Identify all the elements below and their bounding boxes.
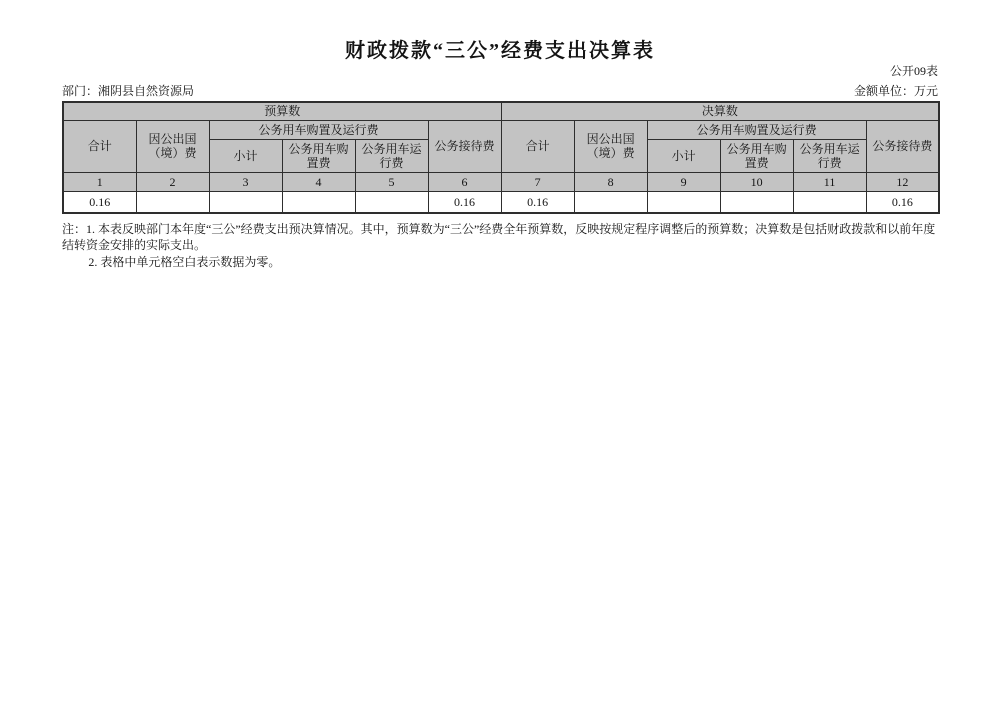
column-number: 8 <box>574 172 647 191</box>
data-cell-budget-reception: 0.16 <box>428 191 501 213</box>
data-cell-final-vehicle-subtotal <box>647 191 720 213</box>
footnote-1: 注：1. 本表反映部门本年度“三公”经费支出预决算情况。其中，预算数为“三公”经费全年预算数，反映按规定程序调整后的预算数；决算数是包括财政拨款和以前年度结转资金安排的实际支出。 <box>62 222 936 252</box>
budget-vehicle-subtotal-header: 小计 <box>209 139 282 172</box>
final-abroad-header: 因公出国（境）费 <box>574 120 647 172</box>
data-cell-budget-vehicle-operation <box>355 191 428 213</box>
data-cell-final-vehicle-operation <box>793 191 866 213</box>
table-code-label: 公开09表 <box>889 64 938 78</box>
data-cell-final-reception: 0.16 <box>866 191 939 213</box>
department-label: 部门：湘阴县自然资源局 <box>62 84 195 98</box>
final-vehicle-subtotal-header: 小计 <box>647 139 720 172</box>
column-number: 7 <box>501 172 574 191</box>
budget-total-header: 合计 <box>63 120 136 172</box>
unit-label: 金额单位：万元 <box>853 84 938 98</box>
section-title-final: 决算数 <box>501 102 939 120</box>
group-header-row <box>63 120 939 139</box>
data-cell-final-vehicle-purchase <box>720 191 793 213</box>
section-title-row <box>63 102 939 120</box>
data-cell-budget-abroad <box>136 191 209 213</box>
final-vehicle-group-header: 公务用车购置及运行费 <box>647 120 866 139</box>
budget-vehicle-group-header: 公务用车购置及运行费 <box>209 120 428 139</box>
data-cell-budget-total: 0.16 <box>63 191 136 213</box>
data-cell-budget-vehicle-purchase <box>282 191 355 213</box>
data-cell-budget-vehicle-subtotal <box>209 191 282 213</box>
three-public-expense-table <box>62 101 940 214</box>
column-number: 4 <box>282 172 355 191</box>
column-number: 3 <box>209 172 282 191</box>
section-title-budget: 预算数 <box>63 102 501 120</box>
data-row <box>63 191 939 213</box>
budget-vehicle-purchase-header: 公务用车购置费 <box>282 139 355 172</box>
footnotes <box>62 221 940 270</box>
data-cell-final-abroad <box>574 191 647 213</box>
page-title: 财政拨款“三公”经费支出决算表 <box>345 40 655 62</box>
budget-vehicle-operation-header: 公务用车运行费 <box>355 139 428 172</box>
column-number: 6 <box>428 172 501 191</box>
column-number: 1 <box>63 172 136 191</box>
column-number-row <box>63 172 939 191</box>
final-total-header: 合计 <box>501 120 574 172</box>
data-cell-final-total: 0.16 <box>501 191 574 213</box>
column-number: 11 <box>793 172 866 191</box>
final-vehicle-operation-header: 公务用车运行费 <box>793 139 866 172</box>
footnote-2: 2. 表格中单元格空白表示数据为零。 <box>88 255 281 269</box>
final-vehicle-purchase-header: 公务用车购置费 <box>720 139 793 172</box>
column-number: 9 <box>647 172 720 191</box>
column-number: 5 <box>355 172 428 191</box>
column-number: 10 <box>720 172 793 191</box>
column-number: 12 <box>866 172 939 191</box>
final-reception-header: 公务接待费 <box>866 120 939 172</box>
budget-reception-header: 公务接待费 <box>428 120 501 172</box>
column-number: 2 <box>136 172 209 191</box>
budget-abroad-header: 因公出国（境）费 <box>136 120 209 172</box>
